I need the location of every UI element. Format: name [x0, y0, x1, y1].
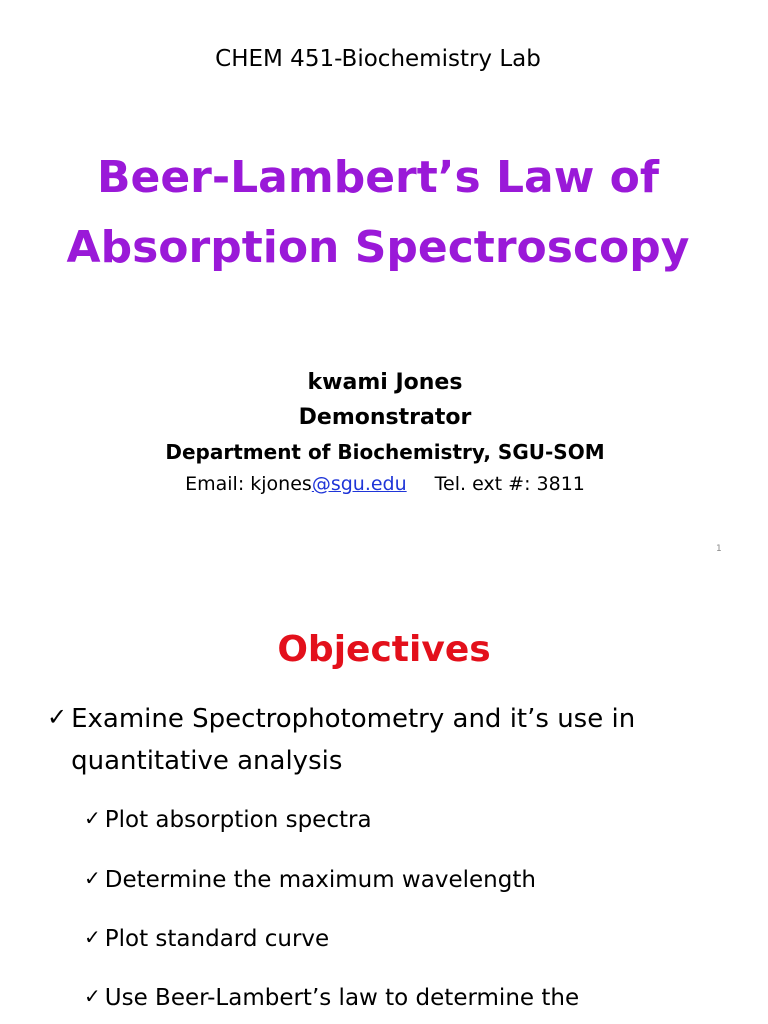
slide-title [0, 143, 756, 283]
sub-bullet [84, 804, 734, 836]
telephone-extension: Tel. ext #: 3811 [434, 473, 585, 495]
objectives-heading: Objectives [277, 629, 491, 670]
checkmark-icon: ✓ [84, 984, 101, 1008]
sub-bullet [84, 864, 734, 896]
sub-bullet-text: Plot absorption spectra [104, 807, 372, 833]
slide-title-line-1: Beer-Lambert’s Law of [96, 152, 660, 203]
main-bullet [47, 698, 727, 782]
department: Department of Biochemistry, SGU-SOM [165, 440, 605, 464]
main-bullet-text: Examine Spectrophotometry and it’s use in quantitative analysis [71, 704, 636, 776]
email-label: Email: kjones [185, 473, 312, 495]
sub-bullet [84, 982, 734, 1014]
objectives-slide [0, 580, 768, 1024]
email-link[interactable]: @sgu.edu [311, 473, 407, 495]
presenter-name: kwami Jones [307, 370, 463, 395]
checkmark-icon: ✓ [84, 806, 101, 830]
sub-bullet [84, 923, 734, 955]
sub-bullet-text: Determine the maximum wavelength [104, 867, 536, 893]
presenter-role: Demonstrator [298, 405, 472, 430]
checkmark-icon: ✓ [84, 866, 101, 890]
course-name: CHEM 451-Biochemistry Lab [215, 46, 541, 72]
page-number: 1 [716, 544, 722, 554]
sub-bullet-text: Use Beer-Lambert’s law to determine the [104, 985, 580, 1011]
checkmark-icon: ✓ [47, 703, 68, 731]
contact-line [0, 469, 768, 499]
slide-title-line-2: Absorption Spectroscopy [66, 222, 690, 273]
presenter-info [0, 365, 768, 499]
checkmark-icon: ✓ [84, 925, 101, 949]
sub-bullet-text: Plot standard curve [104, 926, 330, 952]
